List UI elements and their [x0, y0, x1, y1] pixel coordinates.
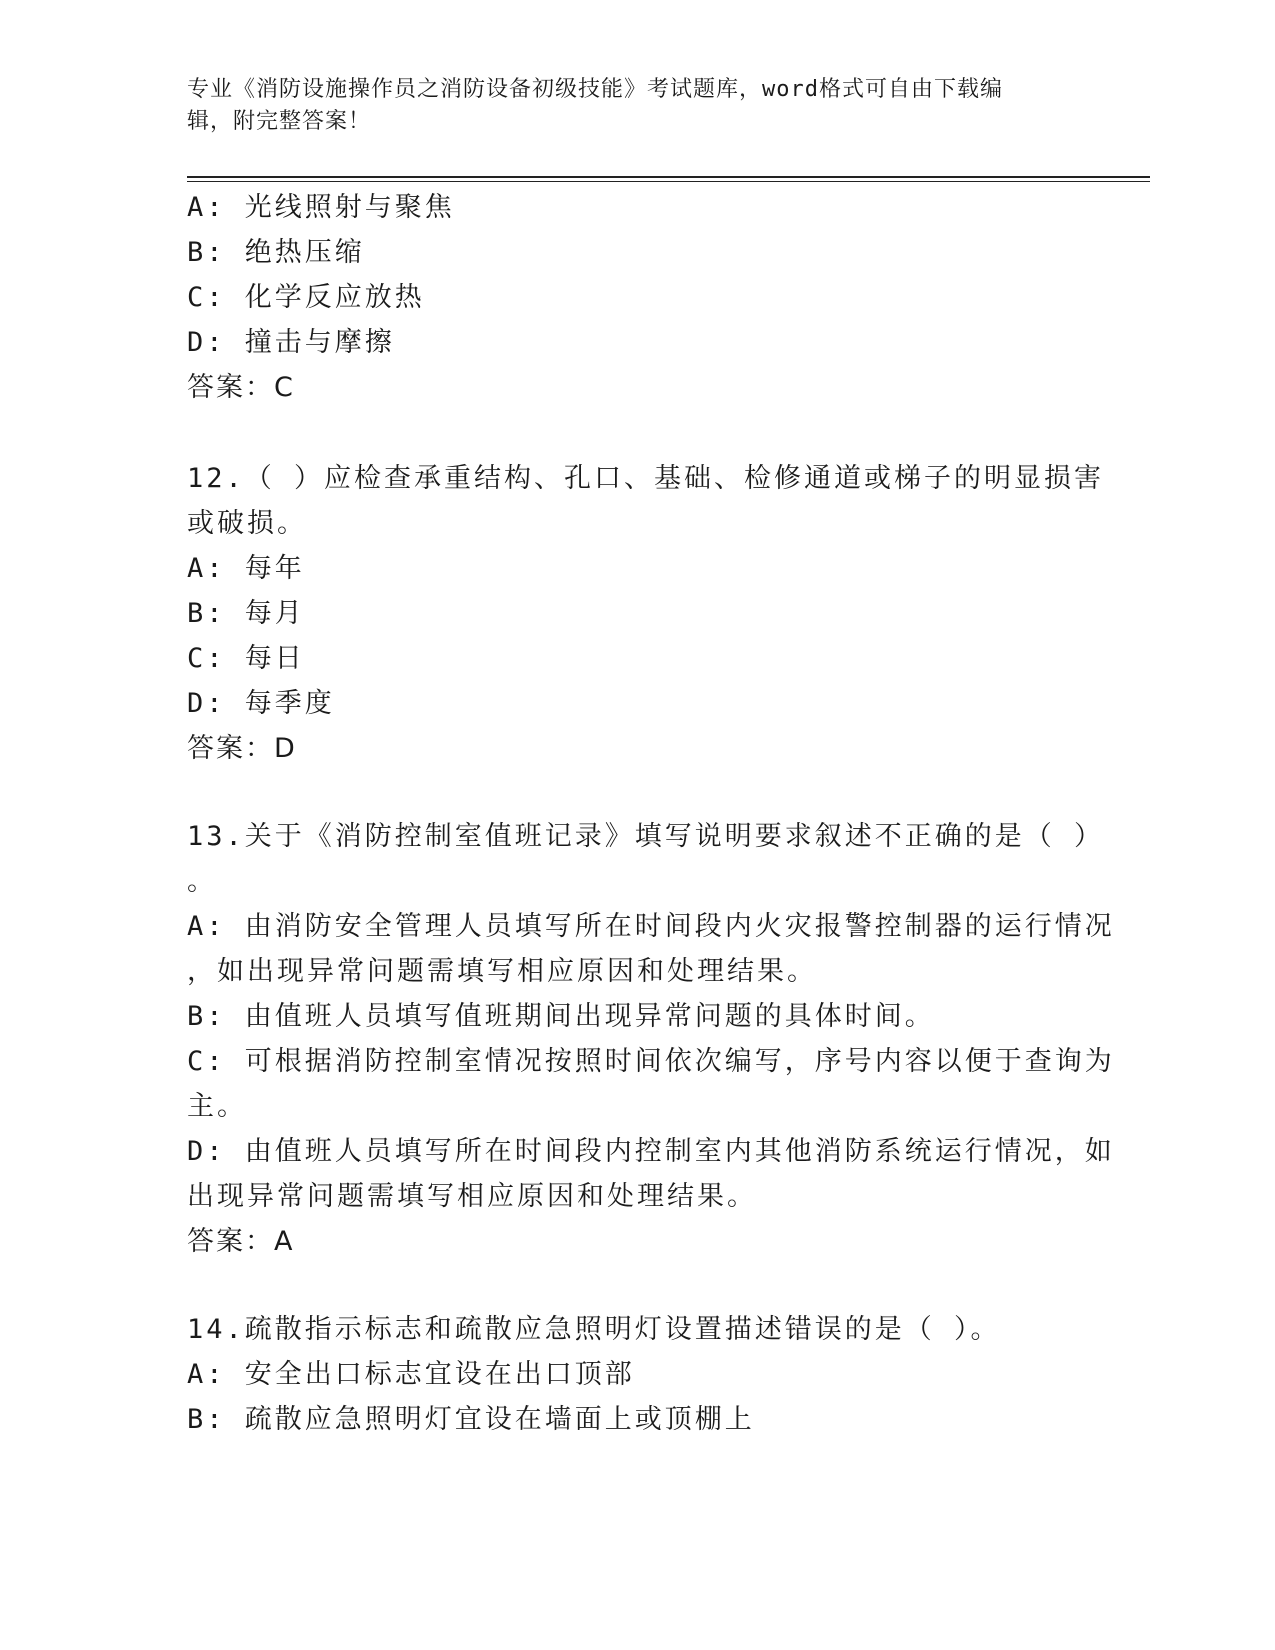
q13-option-a-line-1: A: 由消防安全管理人员填写所在时间段内火灾报警控制器的运行情况	[187, 911, 1115, 942]
q13-option-a-line-2: ，如出现异常问题需填写相应原因和处理结果。	[187, 956, 817, 987]
q12-option-a: A: 每年	[187, 553, 305, 584]
q12-option-d: D: 每季度	[187, 688, 335, 719]
q12-option-b: B: 每月	[187, 598, 305, 629]
q13-option-b: B: 由值班人员填写值班期间出现异常问题的具体时间。	[187, 1001, 935, 1032]
q13-stem-line-2: 。	[187, 866, 217, 897]
q12-option-c: C: 每日	[187, 643, 305, 674]
q11-option-b: B: 绝热压缩	[187, 237, 365, 268]
q14-stem: 14.疏散指示标志和疏散应急照明灯设置描述错误的是（ ）。	[187, 1314, 1001, 1345]
header-divider-thin	[187, 181, 1150, 182]
q13-answer: 答案：A	[187, 1226, 295, 1257]
q12-answer: 答案：D	[187, 733, 297, 764]
q11-answer: 答案：C	[187, 372, 295, 403]
header-divider-thick	[187, 176, 1150, 178]
q11-option-c: C: 化学反应放热	[187, 282, 425, 313]
q13-option-c-line-1: C: 可根据消防控制室情况按照时间依次编写，序号内容以便于查询为	[187, 1046, 1115, 1077]
q13-stem-line-1: 13.关于《消防控制室值班记录》填写说明要求叙述不正确的是（ ）	[187, 821, 1105, 852]
intro-line-1: 专业《消防设施操作员之消防设备初级技能》考试题库，word格式可自由下载编	[187, 77, 1003, 102]
q13-option-d-line-2: 出现异常问题需填写相应原因和处理结果。	[187, 1181, 757, 1212]
q13-option-d-line-1: D: 由值班人员填写所在时间段内控制室内其他消防系统运行情况，如	[187, 1136, 1115, 1167]
intro-line-2: 辑，附完整答案！	[187, 109, 372, 134]
q11-option-a: A: 光线照射与聚焦	[187, 192, 455, 223]
document-intro	[187, 74, 1067, 138]
q14-option-a: A: 安全出口标志宜设在出口顶部	[187, 1359, 635, 1390]
q14-option-b: B: 疏散应急照明灯宜设在墙面上或顶棚上	[187, 1404, 755, 1435]
q12-stem-line-2: 或破损。	[187, 508, 307, 539]
q11-option-d: D: 撞击与摩擦	[187, 327, 395, 358]
q13-option-c-line-2: 主。	[187, 1091, 247, 1122]
q12-stem-line-1: 12.（ ）应检查承重结构、孔口、基础、检修通道或梯子的明显损害	[187, 463, 1105, 494]
